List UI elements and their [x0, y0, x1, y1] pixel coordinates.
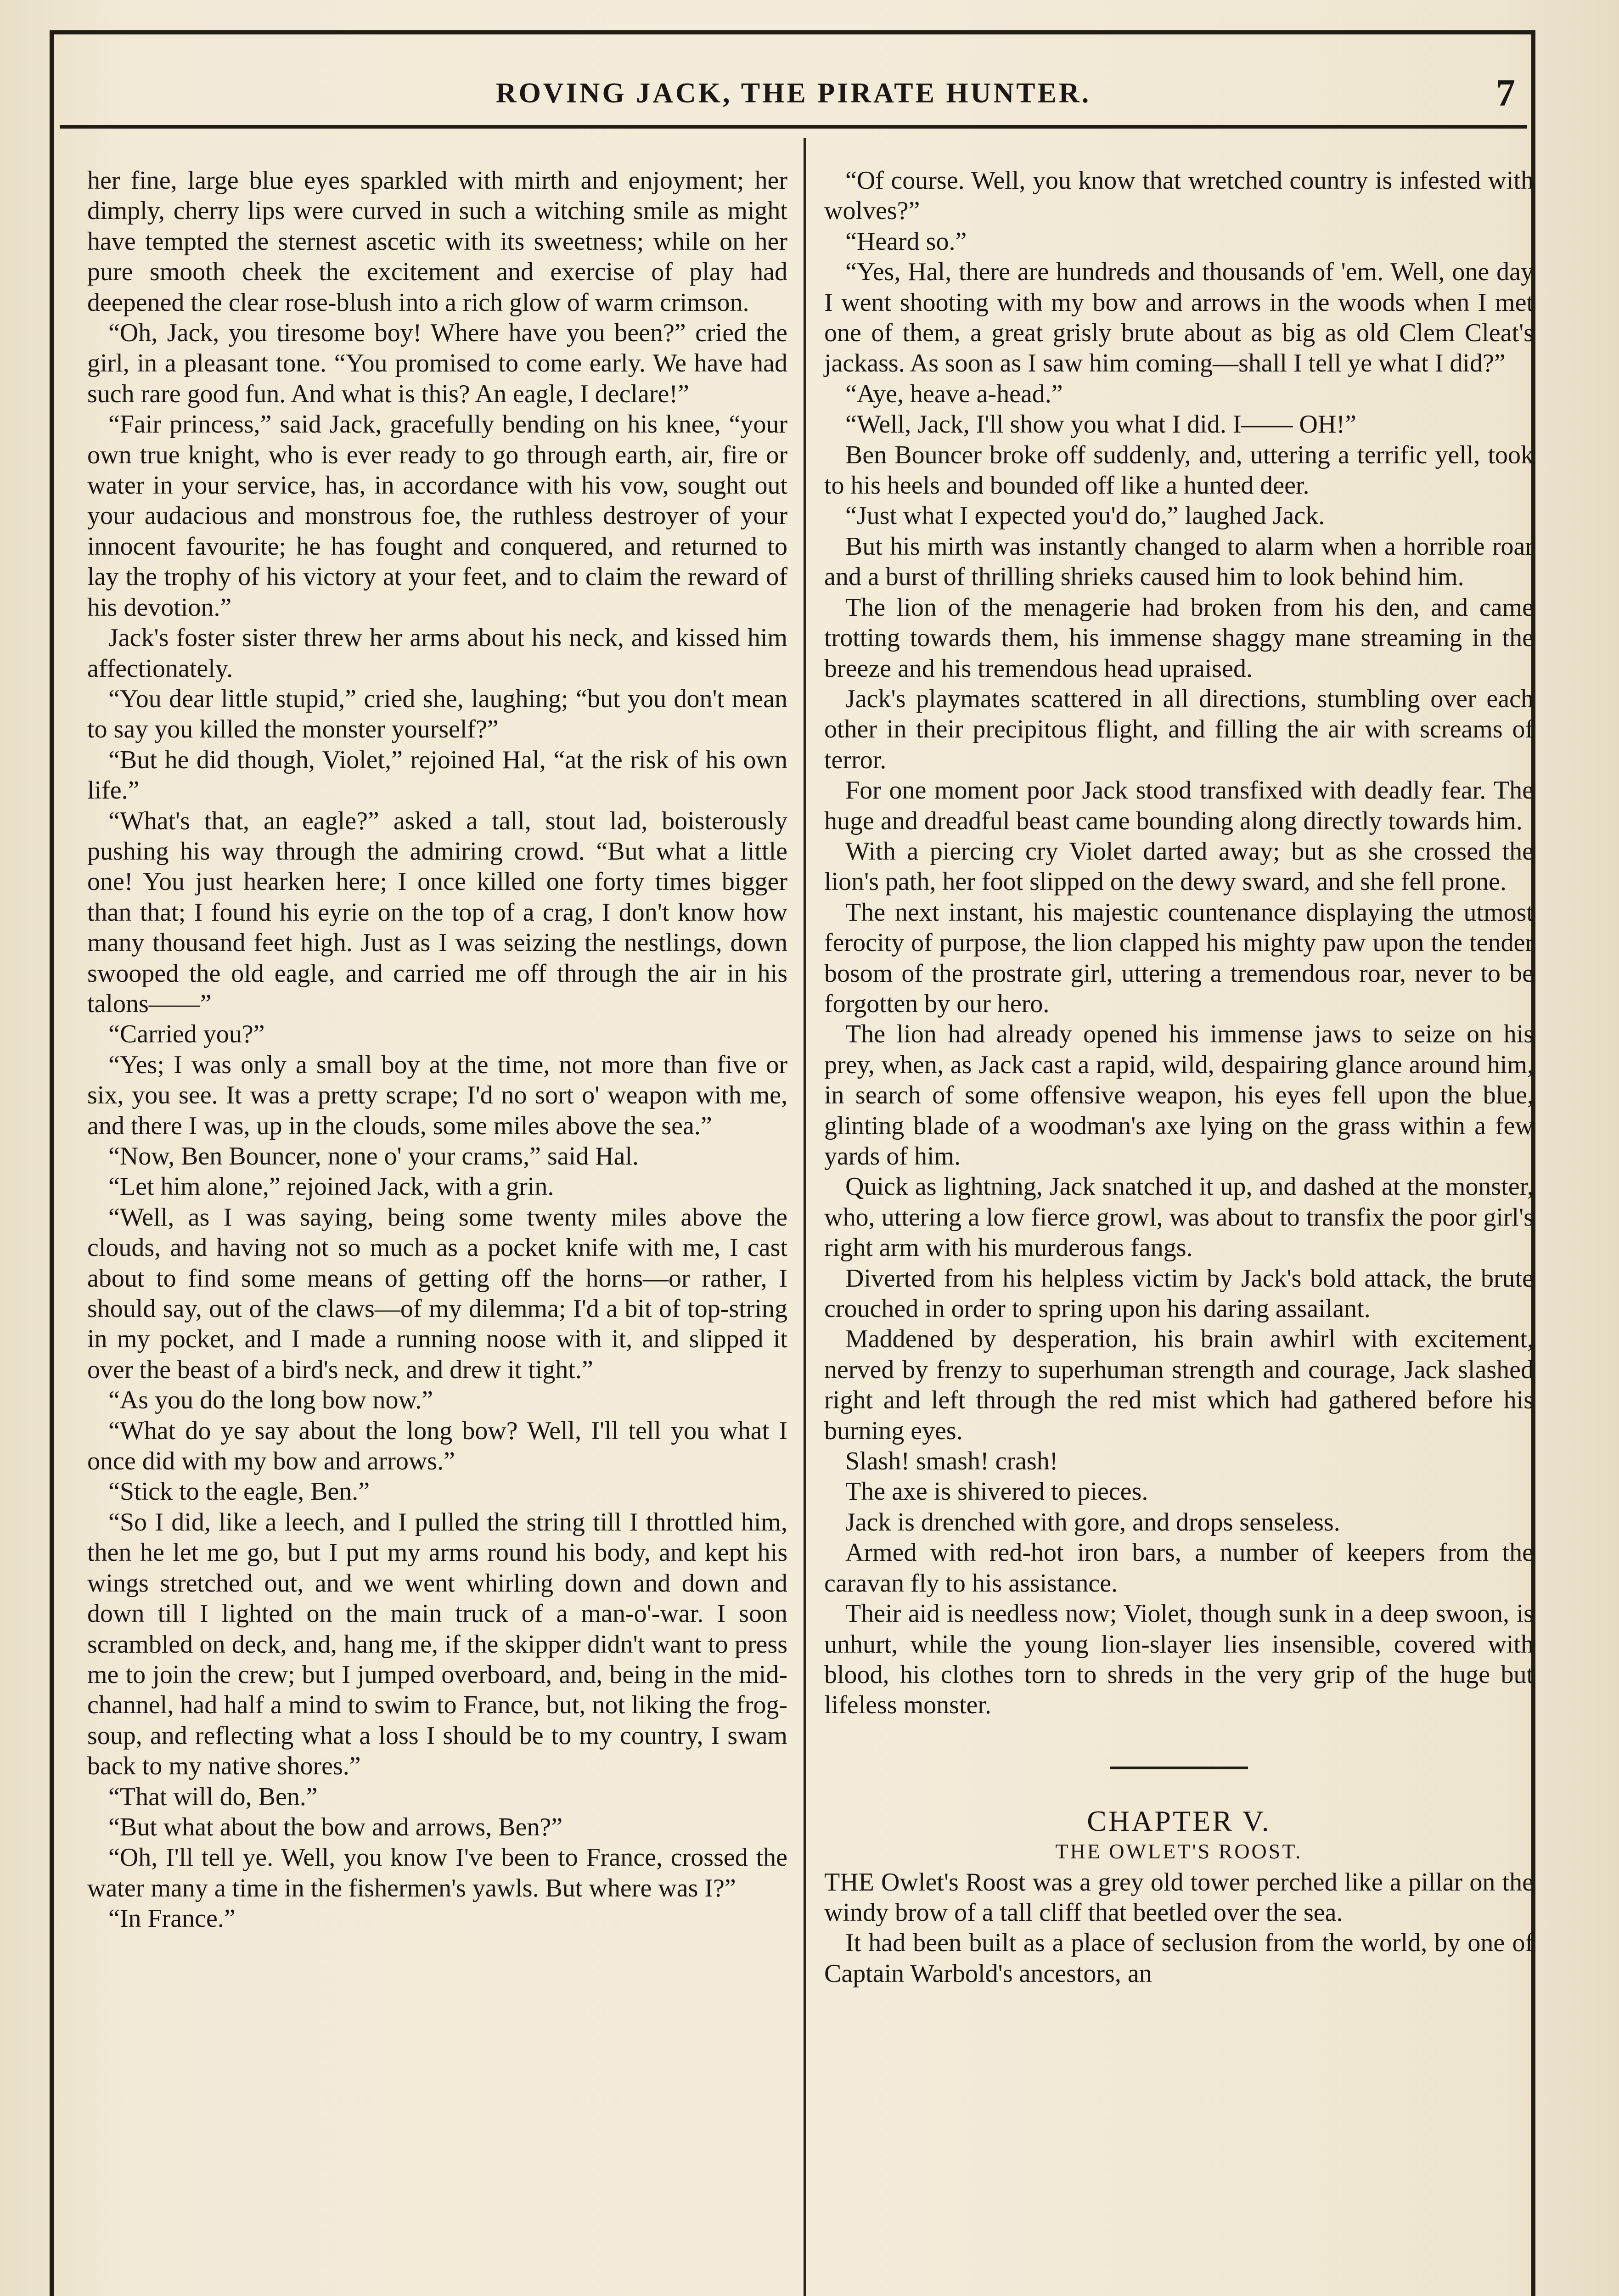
chapter-separator-rule: [1110, 1767, 1248, 1769]
paragraph: “Well, as I was saying, being some twenty miles above the clouds, and having not so much as a pocket knife with me, I cast about to find some means of getting off the horns—or rather, I should say, out of the claws—of my dilemma; I'd a bit of top-string in my pocket, and I made a running noose with it, and slipped it over the beast of a bird's neck, and drew it tight.”: [87, 1203, 787, 1384]
page-header: [60, 69, 1527, 119]
paragraph: The next instant, his majestic countenance displaying the utmost ferocity of purpose, the lion clapped his mighty paw upon the tender bosom of the prostrate girl, uttering a tremendous roar, never to be forgotten by our hero.: [824, 898, 1534, 1018]
paragraph: “So I did, like a leech, and I pulled the string till I throttled him, then he let me go, but I put my arms round his body, and kept his wings stretched out, and we went whirling down and down and down till I lighted on the main truck of a man-o'-war. I soon scrambled on deck, and, hang me, if the skipper didn't want to press me to join the crew; but I jumped overboard, and, being in the mid-channel, had half a mind to swim to France, but, not liking the frog-soup, and reflecting what a loss I should be to my country, I swam back to my native shores.”: [87, 1508, 787, 1781]
paragraph: Quick as lightning, Jack snatched it up, and dashed at the monster, who, uttering a low fierce growl, was about to transfix the poor girl's right arm with his murderous fangs.: [824, 1172, 1534, 1262]
paragraph: “Oh, I'll tell ye. Well, you know I've been to France, crossed the water many a time in the fishermen's yawls. But where was I?”: [87, 1843, 787, 1902]
paragraph: “What's that, an eagle?” asked a tall, stout lad, boisterously pushing his way through the admiring crowd. “But what a little one! You just hearken here; I once killed one forty times bigger than that; I found his eyrie on the top of a crag, I don't know how many thousand feet high. Just as I was seizing the nestlings, down swooped the old eagle, and carried me off through the air in his talons——”: [87, 806, 787, 1018]
paragraph: But his mirth was instantly changed to alarm when a horrible roar and a burst of thrilling shrieks caused him to look behind him.: [824, 532, 1534, 591]
paragraph: Diverted from his helpless victim by Jack's bold attack, the brute crouched in order to spring upon his daring assailant.: [824, 1264, 1534, 1323]
paragraph: her fine, large blue eyes sparkled with mirth and enjoyment; her dimply, cherry lips were curved in such a witching smile as might have tempted the sternest ascetic with its sweetness; while on her pure smooth cheek the excitement and exercise of play had deepened the clear rose-blush into a rich glow of warm crimson.: [87, 166, 787, 317]
paragraph: “What do ye say about the long bow? Well, I'll tell you what I once did with my bow and arrows.”: [87, 1416, 787, 1476]
paragraph: With a piercing cry Violet darted away; but as she crossed the lion's path, her foot slipped on the dewy sward, and she fell prone.: [824, 837, 1534, 896]
paragraph: “Oh, Jack, you tiresome boy! Where have you been?” cried the girl, in a pleasant tone. “You promised to come early. We have had such rare good fun. And what is this? An eagle, I declare!”: [87, 319, 787, 408]
chapter-paragraph: It had been built as a place of seclusion from the world, by one of Captain Warbold's ancestors, an: [824, 1929, 1534, 1988]
chapter-subtitle: THE OWLET'S ROOST.: [1055, 1840, 1303, 1863]
paragraph: For one moment poor Jack stood transfixed with deadly fear. The huge and dreadful beast came bounding along directly towards him.: [824, 776, 1534, 835]
paragraph: Their aid is needless now; Violet, though sunk in a deep swoon, is unhurt, while the young lion-slayer lies insensible, covered with blood, his clothes torn to shreds in the very grip of the huge but lifeless monster.: [824, 1599, 1534, 1720]
paragraph: “Of course. Well, you know that wretched country is infested with wolves?”: [824, 166, 1534, 225]
column-divider: [804, 138, 806, 2296]
paragraph: “You dear little stupid,” cried she, laughing; “but you don't mean to say you killed the monster yourself?”: [87, 684, 787, 744]
chapter-paragraph: THE Owlet's Roost was a grey old tower perched like a pillar on the windy brow of a tall cliff that beetled over the sea.: [824, 1868, 1534, 1927]
paragraph: “That will do, Ben.”: [108, 1782, 318, 1811]
paragraph: “Fair princess,” said Jack, gracefully bending on his knee, “your own true knight, who is ever ready to go through earth, air, fire or water in your service, has, in accordance with his vow, sought out your audacious and monstrous foe, the ruthless destroyer of your innocent favourite; he has fought and conquered, and returned to lay the trophy of his victory at your feet, and to claim the reward of his devotion.”: [87, 410, 787, 622]
running-title: ROVING JACK, THE PIRATE HUNTER.: [495, 78, 1091, 109]
paragraph: “Yes; I was only a small boy at the time, not more than five or six, you see. It was a pretty scrape; I'd no sort o' weapon with me, and there I was, up in the clouds, some miles above the sea.”: [87, 1050, 787, 1140]
paragraph: “Now, Ben Bouncer, none o' your crams,” said Hal.: [108, 1142, 639, 1171]
paragraph: Slash! smash! crash!: [845, 1447, 1058, 1476]
page-number: 7: [1496, 72, 1515, 114]
paragraph: Jack's playmates scattered in all directions, stumbling over each other in their precipitous flight, and filling the air with screams of terror.: [824, 684, 1534, 774]
paragraph: “But what about the bow and arrows, Ben?”: [108, 1812, 563, 1841]
paragraph: “Well, Jack, I'll show you what I did. I—— OH!”: [845, 410, 1356, 439]
paragraph: Jack is drenched with gore, and drops senseless.: [845, 1508, 1340, 1536]
paragraph: Jack's foster sister threw her arms about his neck, and kissed him affectionately.: [87, 624, 787, 683]
paragraph: “Just what I expected you'd do,” laughed Jack.: [845, 501, 1325, 530]
paragraph: The lion had already opened his immense jaws to seize on his prey, when, as Jack cast a rapid, wild, despairing glance around him, in search of some offensive weapon, his eyes fell upon the blue, glinting blade of a woodman's axe lying on the grass within a few yards of him.: [824, 1020, 1534, 1171]
paragraph: “Yes, Hal, there are hundreds and thousands of 'em. Well, one day I went shooting with my bow and arrows in the woods when I met one of them, a great grisly brute about as big as old Clem Cleat's jackass. As soon as I saw him coming—shall I tell ye what I did?”: [824, 258, 1534, 378]
paragraph: “Carried you?”: [108, 1020, 265, 1049]
paragraph: “But he did though, Violet,” rejoined Hal, “at the risk of his own life.”: [87, 745, 787, 805]
paragraph: “Heard so.”: [845, 227, 967, 256]
paragraph: “Aye, heave a-head.”: [845, 379, 1063, 408]
right-column: [824, 165, 1534, 1989]
header-rule: [60, 125, 1527, 129]
paragraph: Armed with red-hot iron bars, a number of keepers from the caravan fly to his assistance.: [824, 1538, 1534, 1598]
paragraph: “In France.”: [108, 1904, 236, 1933]
paragraph: The lion of the menagerie had broken from his den, and came trotting towards them, his immense shaggy mane streaming in the breeze and his tremendous head upraised.: [824, 593, 1534, 683]
chapter-title: CHAPTER V.: [1087, 1804, 1271, 1837]
left-column: [87, 165, 787, 1934]
paragraph: Maddened by desperation, his brain awhirl with excitement, nerved by frenzy to superhuman strength and courage, Jack slashed right and left through the red mist which had gathered before his burning eyes.: [824, 1325, 1534, 1445]
paragraph: The axe is shivered to pieces.: [845, 1477, 1148, 1506]
paragraph: “Stick to the eagle, Ben.”: [108, 1477, 370, 1506]
paragraph: Ben Bouncer broke off suddenly, and, uttering a terrific yell, took to his heels and bounded off like a hunted deer.: [824, 440, 1534, 500]
paragraph: “As you do the long bow now.”: [108, 1386, 433, 1415]
paragraph: “Let him alone,” rejoined Jack, with a grin.: [108, 1172, 554, 1201]
